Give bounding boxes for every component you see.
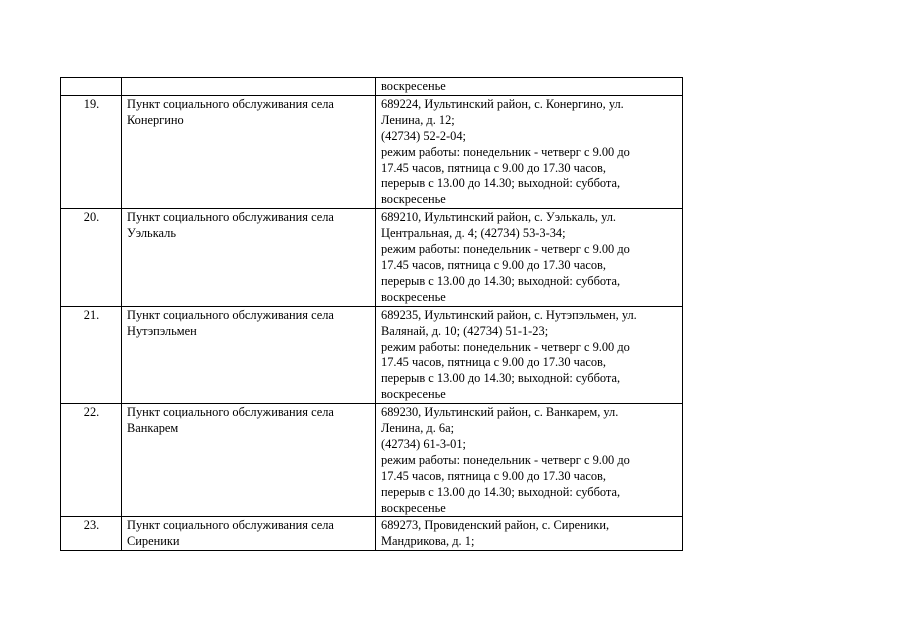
- address-schedule-cell: [376, 78, 683, 96]
- address-schedule-cell: [376, 404, 683, 517]
- row-number-cell: [61, 306, 122, 403]
- table-row: [61, 78, 683, 96]
- row-number: 20.: [83, 210, 100, 225]
- service-point-name-line: Уэлькаль: [127, 226, 176, 241]
- address-schedule-line: 689230, Иультинский район, с. Ванкарем, ул.: [381, 405, 619, 420]
- service-point-name-cell: [122, 517, 376, 551]
- address-schedule-line: 17.45 часов, пятница с 9.00 до 17.30 часов,: [381, 160, 607, 175]
- service-point-name-cell: [122, 306, 376, 403]
- address-schedule-cell: [376, 209, 683, 306]
- address-schedule-line: воскресенье: [381, 289, 446, 304]
- address-schedule-line: 17.45 часов, пятница с 9.00 до 17.30 часов,: [381, 257, 607, 272]
- row-number-cell: [61, 209, 122, 306]
- address-schedule-line: Ленина, д. 12;: [381, 112, 455, 127]
- address-schedule-line: 689224, Иультинский район, с. Конергино, ул.: [381, 96, 624, 111]
- table-row: [61, 404, 683, 517]
- address-schedule-line: (42734) 52-2-04;: [381, 128, 466, 143]
- address-schedule-line: режим работы: понедельник - четверг с 9.00 до: [381, 452, 630, 467]
- row-number-cell: [61, 95, 122, 208]
- service-point-name-line: Конергино: [127, 112, 184, 127]
- row-number: 19.: [83, 96, 100, 111]
- address-schedule-cell: [376, 306, 683, 403]
- address-schedule-line: режим работы: понедельник - четверг с 9.00 до: [381, 144, 630, 159]
- address-schedule-line: 689273, Провиденский район, с. Сиреники,: [381, 518, 610, 533]
- service-point-name-line: Пункт социального обслуживания села: [127, 307, 334, 322]
- address-schedule-line: 689210, Иультинский район, с. Уэлькаль, ул.: [381, 210, 617, 225]
- address-schedule-line: 17.45 часов, пятница с 9.00 до 17.30 часов,: [381, 468, 607, 483]
- address-schedule-line: перерыв с 13.00 до 14.30; выходной: суббота,: [381, 371, 621, 386]
- service-point-name-cell: [122, 209, 376, 306]
- table-body: [61, 78, 683, 551]
- service-point-name-line: Пункт социального обслуживания села: [127, 518, 334, 533]
- row-number: 21.: [83, 307, 100, 322]
- address-schedule-line: воскресенье: [381, 79, 446, 93]
- address-schedule-line: (42734) 61-3-01;: [381, 436, 466, 451]
- service-point-name-line: Пункт социального обслуживания села: [127, 405, 334, 420]
- address-schedule-line: перерыв с 13.00 до 14.30; выходной: суббота,: [381, 484, 621, 499]
- service-point-name-line: Сиреники: [127, 534, 180, 549]
- address-schedule-line: 689235, Иультинский район, с. Нутэпэльмен, ул.: [381, 307, 637, 322]
- row-number-cell: [61, 517, 122, 551]
- service-point-name-line: Нутэпэльмен: [127, 323, 197, 338]
- address-schedule-line: режим работы: понедельник - четверг с 9.00 до: [381, 242, 630, 257]
- service-point-name-line: Ванкарем: [127, 421, 179, 436]
- service-point-name-cell: [122, 78, 376, 96]
- address-schedule-line: перерыв с 13.00 до 14.30; выходной: суббота,: [381, 273, 621, 288]
- service-point-name-cell: [122, 404, 376, 517]
- address-schedule-line: Мандрикова, д. 1;: [381, 534, 475, 549]
- address-schedule-line: Ленина, д. 6а;: [381, 421, 455, 436]
- service-point-name-line: Пункт социального обслуживания села: [127, 210, 334, 225]
- address-schedule-cell: [376, 95, 683, 208]
- row-number: 23.: [83, 518, 100, 533]
- row-number-cell: [61, 78, 122, 96]
- table-row: [61, 95, 683, 208]
- table-row: [61, 306, 683, 403]
- address-schedule-line: режим работы: понедельник - четверг с 9.00 до: [381, 339, 630, 354]
- service-point-name-line: Пункт социального обслуживания села: [127, 96, 334, 111]
- address-schedule-line: Валянай, д. 10; (42734) 51-1-23;: [381, 323, 549, 338]
- address-schedule-line: воскресенье: [381, 192, 446, 207]
- table-row: [61, 517, 683, 551]
- address-schedule-line: воскресенье: [381, 387, 446, 402]
- address-schedule-line: 17.45 часов, пятница с 9.00 до 17.30 часов,: [381, 355, 607, 370]
- row-number: 22.: [83, 405, 100, 420]
- address-schedule-cell: [376, 517, 683, 551]
- address-schedule-line: Центральная, д. 4; (42734) 53-3-34;: [381, 226, 566, 241]
- table-row: [61, 209, 683, 306]
- address-schedule-line: воскресенье: [381, 500, 446, 515]
- service-point-name-cell: [122, 95, 376, 208]
- row-number-cell: [61, 404, 122, 517]
- social-service-points-table: [60, 77, 683, 551]
- address-schedule-line: перерыв с 13.00 до 14.30; выходной: суббота,: [381, 176, 621, 191]
